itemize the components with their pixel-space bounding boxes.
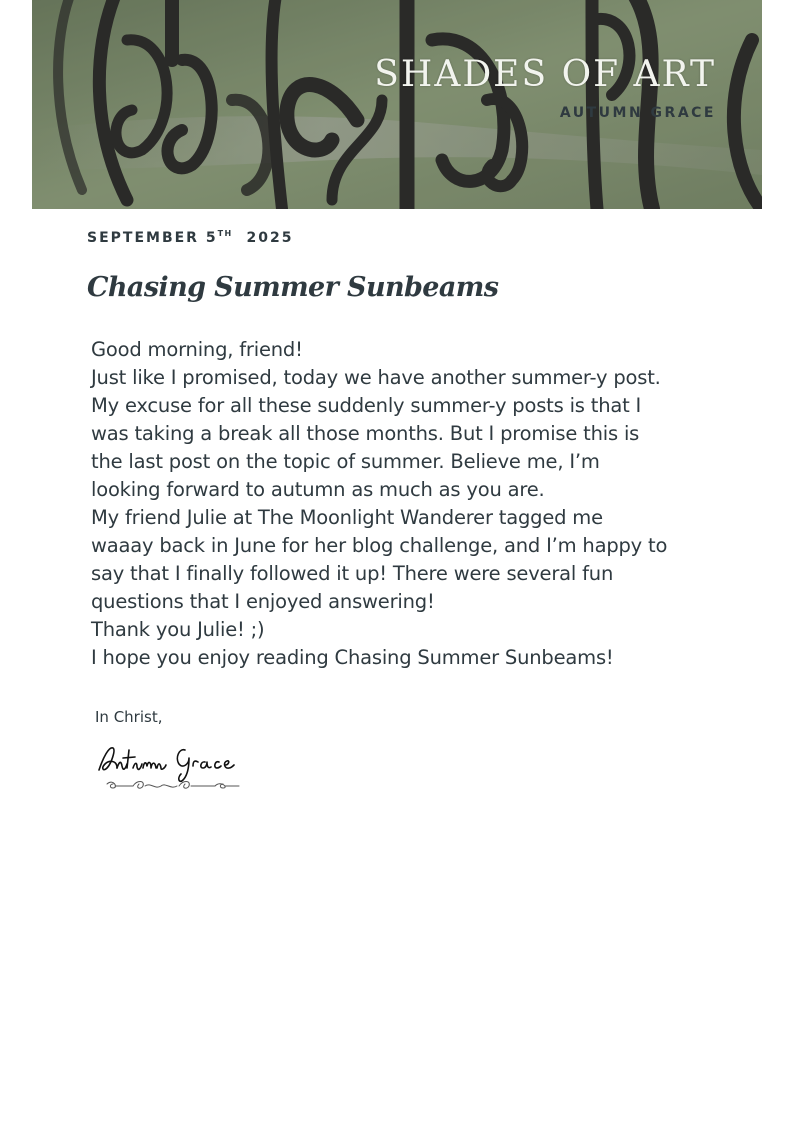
post-paragraph: My friend Julie at The Moonlight Wanderer tagged me waaay back in June for her blog challenge, and I’m happy to say that I finally followed it up! There were several fun questions that I enjoyed answering! bbox=[91, 506, 668, 613]
signature-image bbox=[93, 738, 248, 794]
header-banner bbox=[32, 0, 762, 209]
post-body bbox=[91, 336, 671, 672]
post-paragraph: I hope you enjoy reading Chasing Summer Sunbeams! bbox=[91, 646, 614, 669]
post-date-suffix: TH bbox=[217, 229, 233, 238]
site-subtitle: AUTUMN GRACE bbox=[559, 105, 716, 121]
post-date bbox=[87, 229, 293, 246]
post-date-month-day: SEPTEMBER 5 bbox=[87, 230, 218, 246]
post-paragraph: Thank you Julie! ;) bbox=[91, 618, 265, 641]
signature bbox=[93, 738, 248, 798]
post-date-year: 2025 bbox=[246, 230, 294, 246]
closing-line: In Christ, bbox=[95, 708, 163, 726]
post-paragraph: Good morning, friend! bbox=[91, 338, 303, 361]
post-title: Chasing Summer Sunbeams bbox=[87, 272, 499, 303]
post-paragraph: Just like I promised, today we have another summer-y post. My excuse for all these suddenly summer-y posts is that I was taking a break all those months. But I promise this is the last post on the topic of summer. Believe me, I’m looking forward to autumn as much as you are. bbox=[91, 366, 661, 501]
site-title: SHADES OF ART bbox=[374, 54, 716, 95]
